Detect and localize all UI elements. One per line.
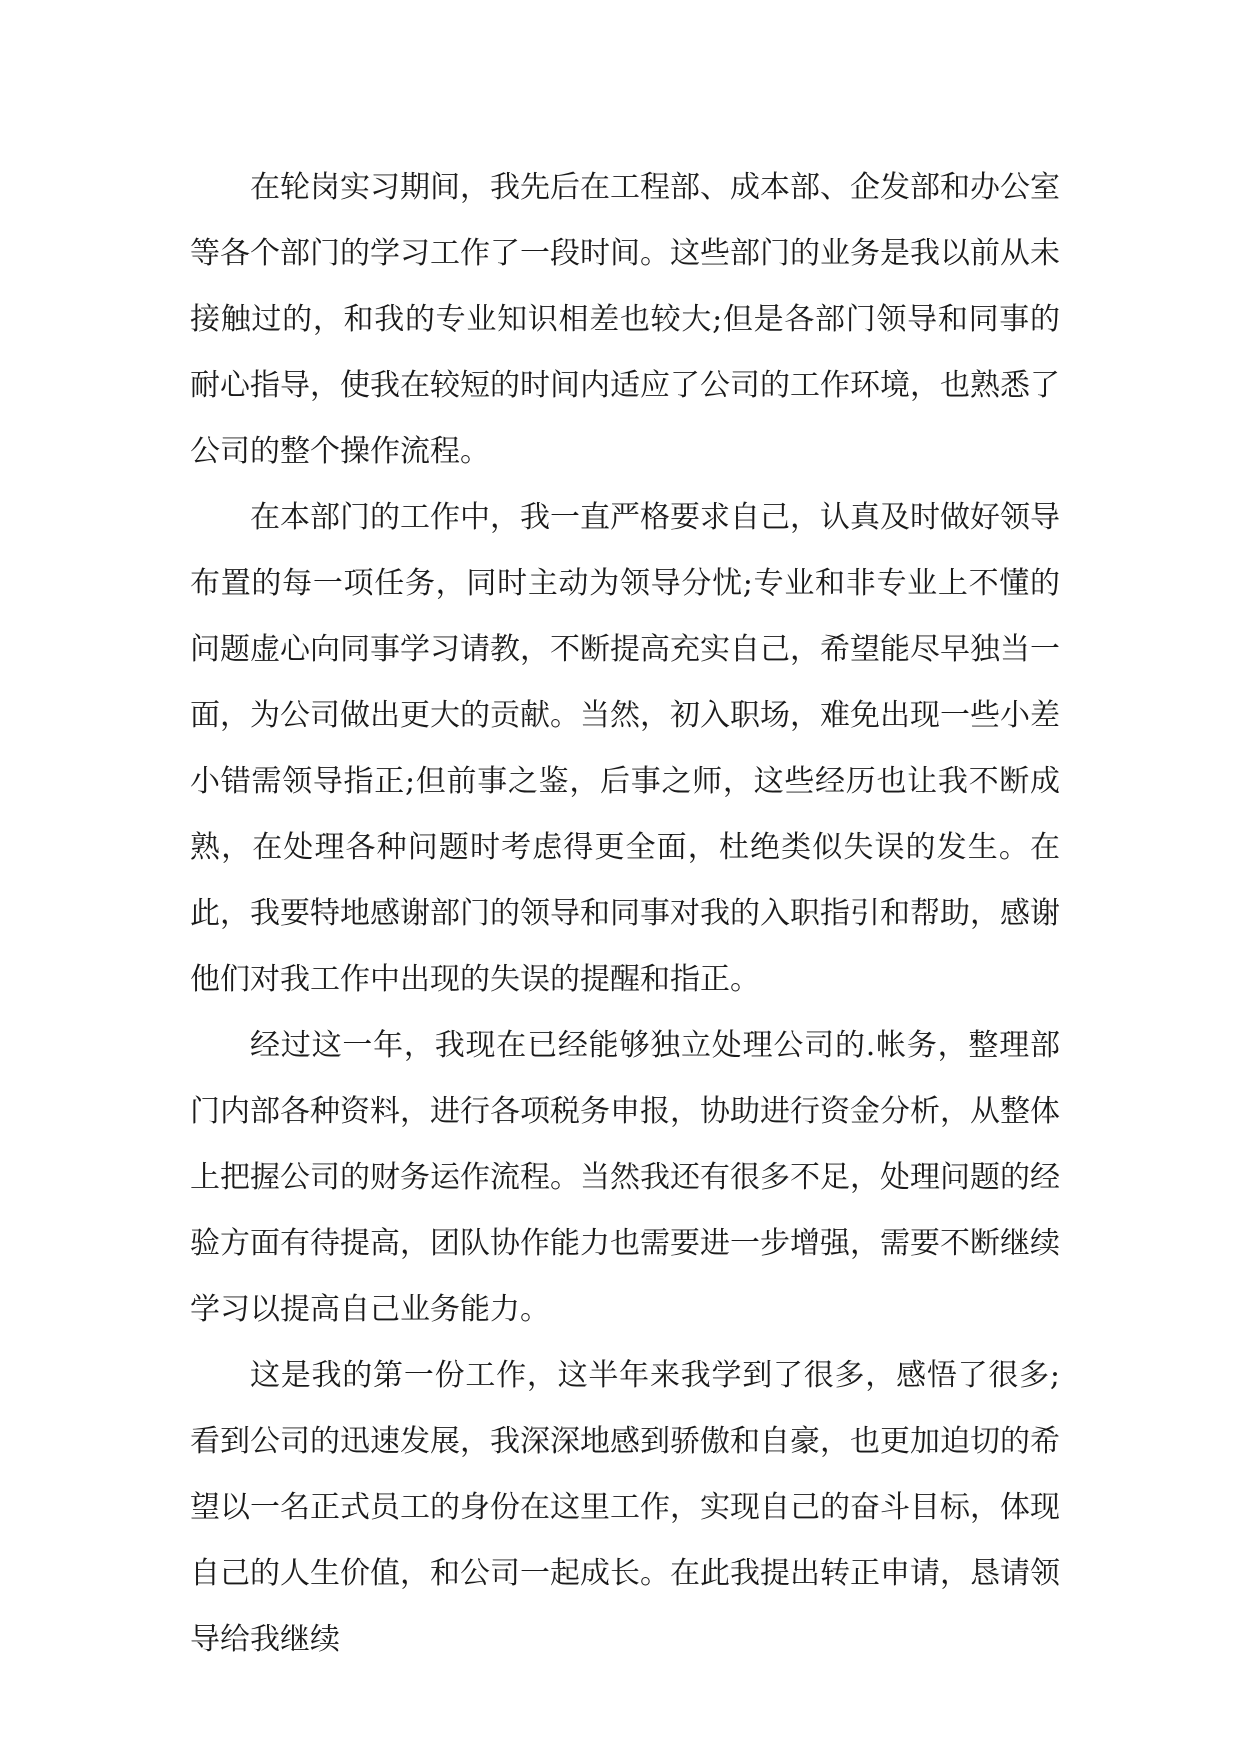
paragraph-one-year-progress: 经过这一年，我现在已经能够独立处理公司的.帐务，整理部门内部各种资料，进行各项税务申报，协助进行资金分析，从整体上把握公司的财务运作流程。当然我还有很多不足，处理问题的经验方面有待提高，团队协作能力也需要进一步增强，需要不断继续学习以提高自己业务能力。 — [190, 1028, 1060, 1327]
document-body — [190, 155, 1060, 1673]
paragraph-rotation-internship: 在轮岗实习期间，我先后在工程部、成本部、企发部和办公室等各个部门的学习工作了一段时间。这些部门的业务是我以前从未接触过的，和我的专业知识相差也较大;但是各部门领导和同事的耐心指导，使我在较短的时间内适应了公司的工作环境，也熟悉了公司的整个操作流程。 — [190, 170, 1060, 469]
paragraph-first-job: 这是我的第一份工作，这半年来我学到了很多，感悟了很多;看到公司的迅速发展，我深深地感到骄傲和自豪，也更加迫切的希望以一名正式员工的身份在这里工作，实现自己的奋斗目标，体现自己的人生价值，和公司一起成长。在此我提出转正申请，恳请领导给我继续 — [190, 1358, 1060, 1657]
paragraph-department-work: 在本部门的工作中，我一直严格要求自己，认真及时做好领导布置的每一项任务，同时主动为领导分忧;专业和非专业上不懂的问题虚心向同事学习请教，不断提高充实自己，希望能尽早独当一面，为公司做出更大的贡献。当然，初入职场，难免出现一些小差小错需领导指正;但前事之鉴，后事之师，这些经历也让我不断成熟，在处理各种问题时考虑得更全面，杜绝类似失误的发生。在此，我要特地感谢部门的领导和同事对我的入职指引和帮助，感谢他们对我工作中出现的失误的提醒和指正。 — [190, 500, 1060, 997]
